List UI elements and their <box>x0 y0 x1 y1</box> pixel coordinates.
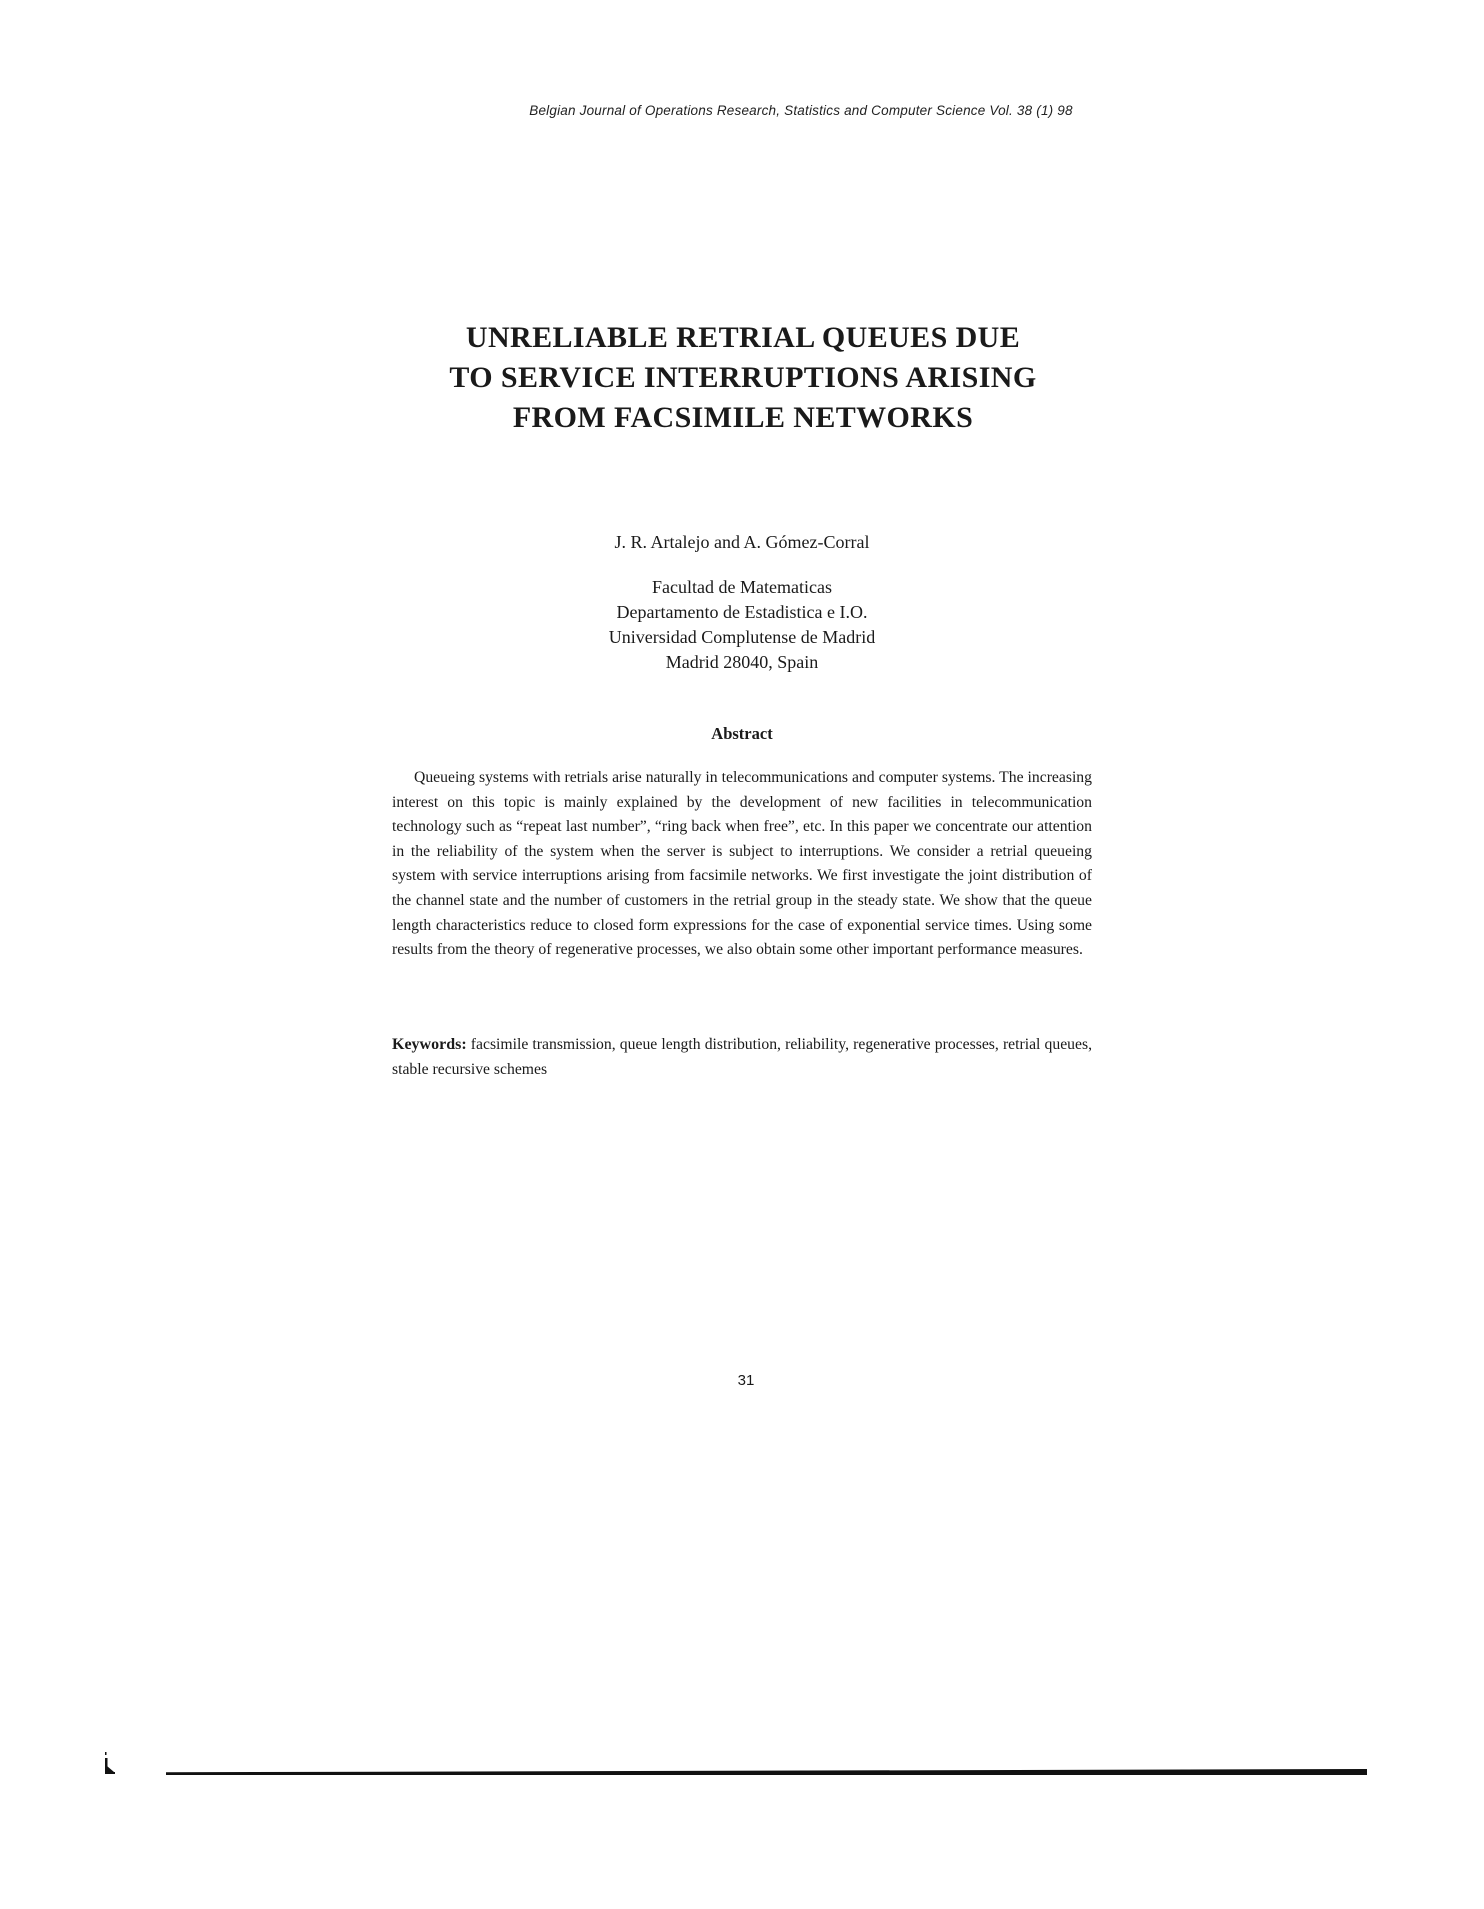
affiliation-line-1: Facultad de Matematicas <box>652 577 832 597</box>
corner-mark-icon <box>104 1752 116 1774</box>
title-line-1: UNRELIABLE RETRIAL QUEUES DUE <box>465 321 1021 354</box>
author-list <box>0 532 1484 553</box>
affiliation-line-3: Universidad Complutense de Madrid <box>608 627 876 647</box>
keywords-label: Keywords: <box>392 1036 467 1053</box>
title-line-3: FROM FACSIMILE NETWORKS <box>512 401 974 434</box>
abstract-text: Queueing systems with retrials arise naturally in telecommunications and computer systems. The increasing interest on this topic is mainly explained by the development of new facilities in telecommunication technology such as “repeat last number”, “ring back when free”, etc. In this paper we concentrate our attention in the reliability of the system when the server is subject to interruptions. We consider a retrial queueing system with service interruptions arising from facsimile networks. We first investigate the joint distribution of the channel state and the number of customers in the retrial group in the steady state. We show that the queue length characteristics reduce to closed form expressions for the case of exponential service times. Using some results from the theory of regenerative processes, we also obtain some other important performance measures. <box>392 769 1092 959</box>
journal-citation: Belgian Journal of Operations Research, Statistics and Computer Science Vol. 38 (1) 98 <box>529 103 1073 118</box>
affiliation-line-4: Madrid 28040, Spain <box>665 652 819 672</box>
page-number-text: 31 <box>737 1372 755 1389</box>
page-number <box>0 1372 1484 1389</box>
keywords-block <box>392 1033 1092 1082</box>
keywords-text: facsimile transmission, queue length distribution, reliability, regenerative processes, retrial queues, stable recursive schemes <box>392 1036 1093 1078</box>
paper-title <box>0 318 1484 438</box>
affiliation-line-2: Departamento de Estadistica e I.O. <box>616 602 868 622</box>
authors-text: J. R. Artalejo and A. Gómez-Corral <box>614 532 870 552</box>
footer-rule <box>166 1769 1367 1775</box>
journal-header <box>0 103 1484 118</box>
affiliation-block <box>0 575 1484 675</box>
abstract-heading: Abstract <box>711 724 773 743</box>
title-line-2: TO SERVICE INTERRUPTIONS ARISING <box>449 361 1037 394</box>
